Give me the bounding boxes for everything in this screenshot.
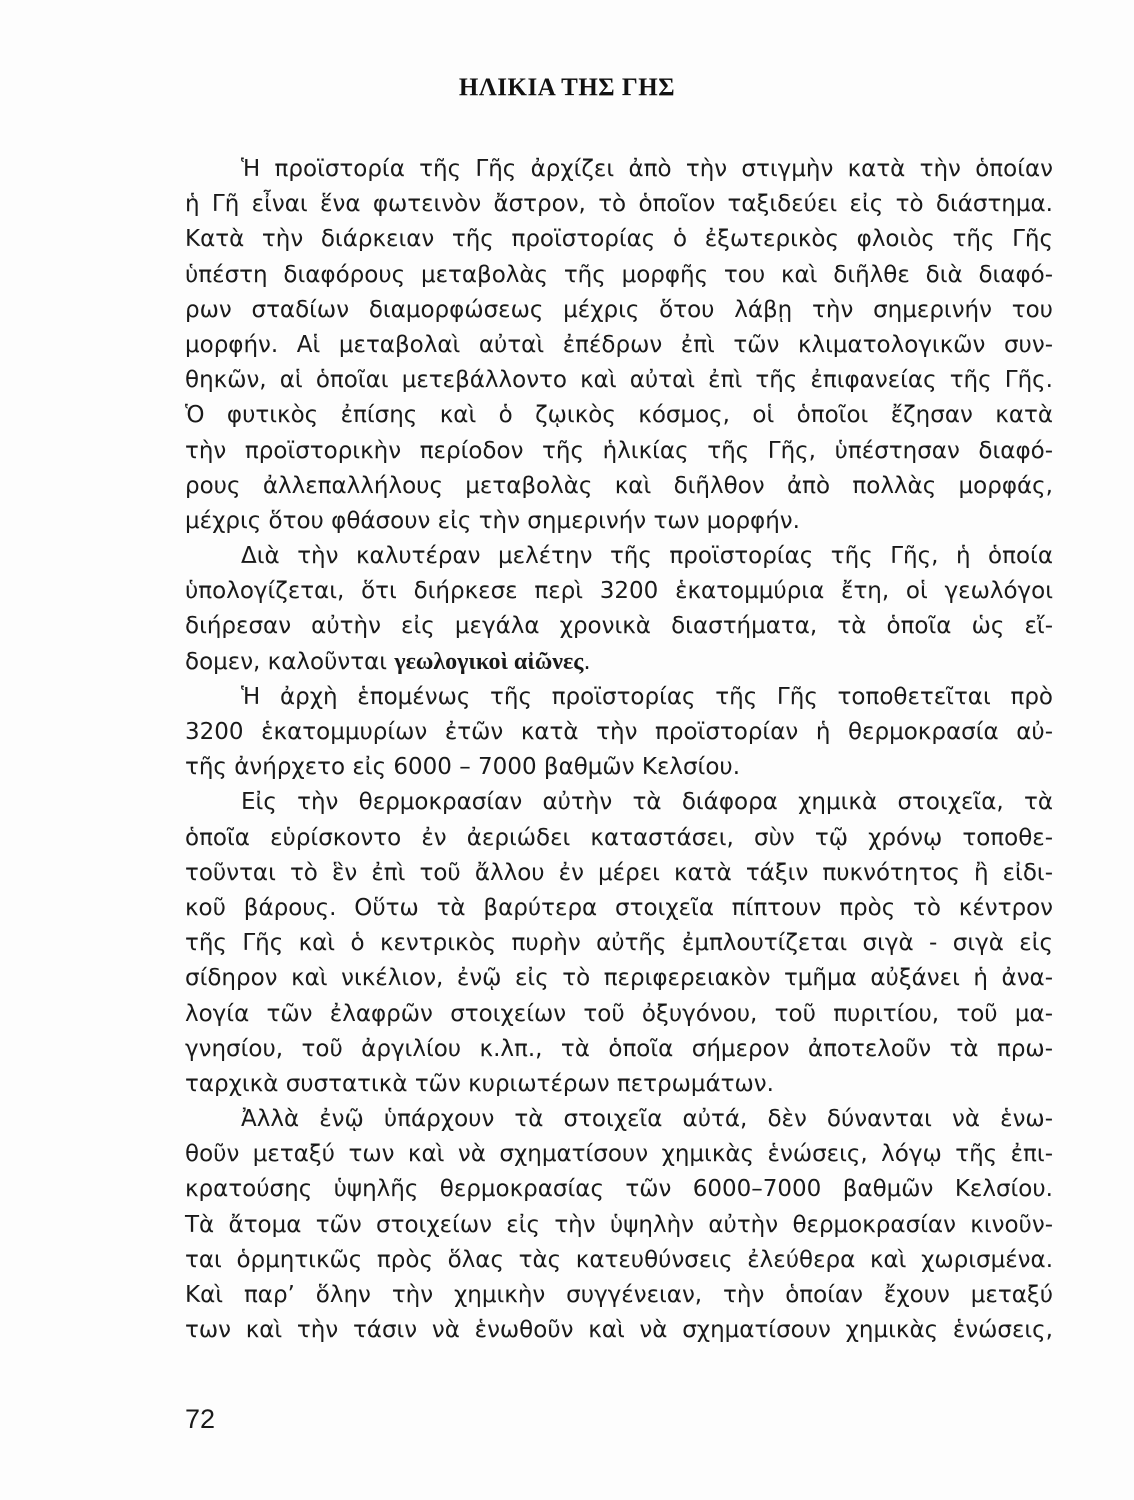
text-line	[185, 1172, 1053, 1207]
text-line	[185, 891, 1053, 926]
text-line	[185, 363, 1053, 398]
text-line	[185, 293, 1053, 328]
line-text: τῆς ἀνήρχετο εἰς 6000 – 7000 βαθμῶν Κελσίου.	[185, 754, 741, 781]
line-text: ρων σταδίων διαμορφώσεως μέχρις ὅτου λάβῃ τὴν σημερινήν του	[185, 296, 1053, 323]
text-line	[185, 1102, 1053, 1137]
line-text: Εἰς τὴν θερμοκρασίαν αὐτὴν τὰ διάφορα χημικὰ στοιχεῖα, τὰ	[241, 789, 1053, 816]
line-text: 3200 ἑκατομμυρίων ἐτῶν κατὰ τὴν προϊστορίαν ἡ θερμοκρασία αὐ-	[185, 719, 1053, 745]
text-line	[185, 1208, 1053, 1243]
text-line	[185, 926, 1053, 961]
text-line	[185, 750, 1053, 785]
text-line	[185, 539, 1053, 574]
line-text: σίδηρον καὶ νικέλιον, ἐνῷ εἰς τὸ περιφερειακὸν τμῆμα αὐξάνει ἡ ἀνα-	[185, 965, 1053, 992]
text-line	[185, 715, 1053, 750]
text-line	[185, 1278, 1053, 1313]
text-line	[185, 469, 1053, 504]
line-text: διήρεσαν αὐτὴν εἰς μεγάλα χρονικὰ διαστήματα, τὰ ὁποῖα ὡς εἴ-	[185, 613, 1053, 640]
line-text: Ἡ προϊστορία τῆς Γῆς ἀρχίζει ἀπὸ τὴν στιγμὴν κατὰ τὴν ὁποίαν	[241, 156, 1053, 182]
text-line	[185, 1313, 1053, 1348]
line-text: κρατούσης ὑψηλῆς θερμοκρασίας τῶν 6000–7000 βαθμῶν Κελσίου.	[185, 1176, 1053, 1203]
text-line	[185, 1067, 1053, 1102]
text-line	[185, 856, 1053, 891]
emphasized-term: γεωλογικοὶ αἰῶνες	[394, 648, 584, 675]
text-line	[185, 645, 1053, 680]
line-text: μορφήν. Αἱ μεταβολαὶ αὐταὶ ἐπέδρων ἐπὶ τῶν κλιματολογικῶν συν-	[185, 331, 1053, 358]
line-text: τὴν προϊστορικὴν περίοδον τῆς ἡλικίας τῆς Γῆς, ὑπέστησαν διαφό-	[185, 437, 1053, 464]
line-text: Διὰ τὴν καλυτέραν μελέτην τῆς προϊστορίας τῆς Γῆς, ἡ ὁποία	[241, 543, 1053, 570]
line-text: Ἡ ἀρχὴ ἑπομένως τῆς προϊστορίας τῆς Γῆς τοποθετεῖται πρὸ	[241, 683, 1053, 710]
text-line	[185, 997, 1053, 1032]
line-text: Τὰ ἄτομα τῶν στοιχείων εἰς τὴν ὑψηλὴν αὐτὴν θερμοκρασίαν κινοῦν-	[185, 1211, 1053, 1238]
line-text: ται ὁρμητικῶς πρὸς ὅλας τὰς κατευθύνσεις ἐλεύθερα καὶ χωρισμένα.	[185, 1246, 1053, 1273]
chapter-title: ΗΛΙΚΙΑ ΤΗΣ ΓΗΣ	[458, 74, 676, 101]
line-text: ὑπολογίζεται, ὅτι διήρκεσε περὶ 3200 ἑκατομμύρια ἔτη, οἱ γεωλόγοι	[185, 578, 1053, 605]
text-line	[185, 504, 1053, 539]
line-tail: .	[583, 648, 591, 675]
line-text: γνησίου, τοῦ ἀργιλίου κ.λπ., τὰ ὁποῖα σήμερον ἀποτελοῦν τὰ πρω-	[185, 1035, 1053, 1062]
line-text: δομεν, καλοῦνται	[185, 648, 388, 675]
line-text: ὁποῖα εὑρίσκοντο ἐν ἀεριώδει καταστάσει, σὺν τῷ χρόνῳ τοποθε-	[185, 824, 1053, 851]
text-line	[185, 821, 1053, 856]
body-text	[185, 152, 1053, 1348]
line-text: ὑπέστη διαφόρους μεταβολὰς τῆς μορφῆς του καὶ διῆλθε διὰ διαφό-	[185, 261, 1053, 288]
text-line	[185, 1032, 1053, 1067]
text-line	[185, 609, 1053, 644]
line-text: θηκῶν, αἱ ὁποῖαι μετεβάλλοντο καὶ αὐταὶ ἐπὶ τῆς ἐπιφανείας τῆς Γῆς.	[185, 367, 1053, 394]
text-line	[185, 574, 1053, 609]
text-line	[185, 1137, 1053, 1172]
line-text: τῆς Γῆς καὶ ὁ κεντρικὸς πυρὴν αὐτῆς ἐμπλουτίζεται σιγὰ - σιγὰ εἰς	[185, 930, 1053, 957]
line-text: Καὶ παρ’ ὅλην τὴν χημικὴν συγγένειαν, τὴν ὁποίαν ἔχουν μεταξύ	[185, 1282, 1053, 1308]
text-line	[185, 434, 1053, 469]
line-text: κοῦ βάρους. Οὕτω τὰ βαρύτερα στοιχεῖα πίπτουν πρὸς τὸ κέντρον	[185, 894, 1053, 921]
line-text: Κατὰ τὴν διάρκειαν τῆς προϊστορίας ὁ ἐξωτερικὸς φλοιὸς τῆς Γῆς	[185, 226, 1053, 253]
line-text: ταρχικὰ συστατικὰ τῶν κυριωτέρων πετρωμάτων.	[185, 1070, 774, 1097]
text-line	[185, 680, 1053, 715]
text-line	[185, 152, 1053, 187]
text-line	[185, 258, 1053, 293]
line-text: Ὁ φυτικὸς ἐπίσης καὶ ὁ ζῳικὸς κόσμος, οἱ ὁποῖοι ἔζησαν κατὰ	[185, 402, 1053, 429]
line-text: λογία τῶν ἐλαφρῶν στοιχείων τοῦ ὀξυγόνου, τοῦ πυριτίου, τοῦ μα-	[185, 1000, 1053, 1027]
text-line	[185, 328, 1053, 363]
line-text: τοῦνται τὸ ἓν ἐπὶ τοῦ ἄλλου ἐν μέρει κατὰ τάξιν πυκνότητος ἢ εἰδι-	[185, 859, 1053, 886]
line-text: ρους ἀλλεπαλλήλους μεταβολὰς καὶ διῆλθον ἀπὸ πολλὰς μορφάς,	[185, 472, 1053, 499]
line-text: Ἀλλὰ ἐνῷ ὑπάρχουν τὰ στοιχεῖα αὐτά, δὲν δύνανται νὰ ἑνω-	[241, 1106, 1053, 1133]
line-text: ἡ Γῆ εἶναι ἕνα φωτεινὸν ἄστρον, τὸ ὁποῖον ταξιδεύει εἰς τὸ διάστημα.	[185, 191, 1053, 218]
page-number: 72	[185, 1404, 216, 1434]
text-line	[185, 187, 1053, 222]
text-line	[185, 785, 1053, 820]
text-line	[185, 398, 1053, 433]
text-line	[185, 961, 1053, 996]
text-line	[185, 1243, 1053, 1278]
text-line	[185, 222, 1053, 257]
line-text: θοῦν μεταξύ των καὶ νὰ σχηματίσουν χημικὰς ἑνώσεις, λόγῳ τῆς ἐπι-	[185, 1141, 1053, 1168]
line-text: μέχρις ὅτου φθάσουν εἰς τὴν σημερινήν των μορφήν.	[185, 507, 800, 534]
line-text: των καὶ τὴν τάσιν νὰ ἑνωθοῦν καὶ νὰ σχηματίσουν χημικὰς ἑνώσεις,	[185, 1317, 1053, 1344]
